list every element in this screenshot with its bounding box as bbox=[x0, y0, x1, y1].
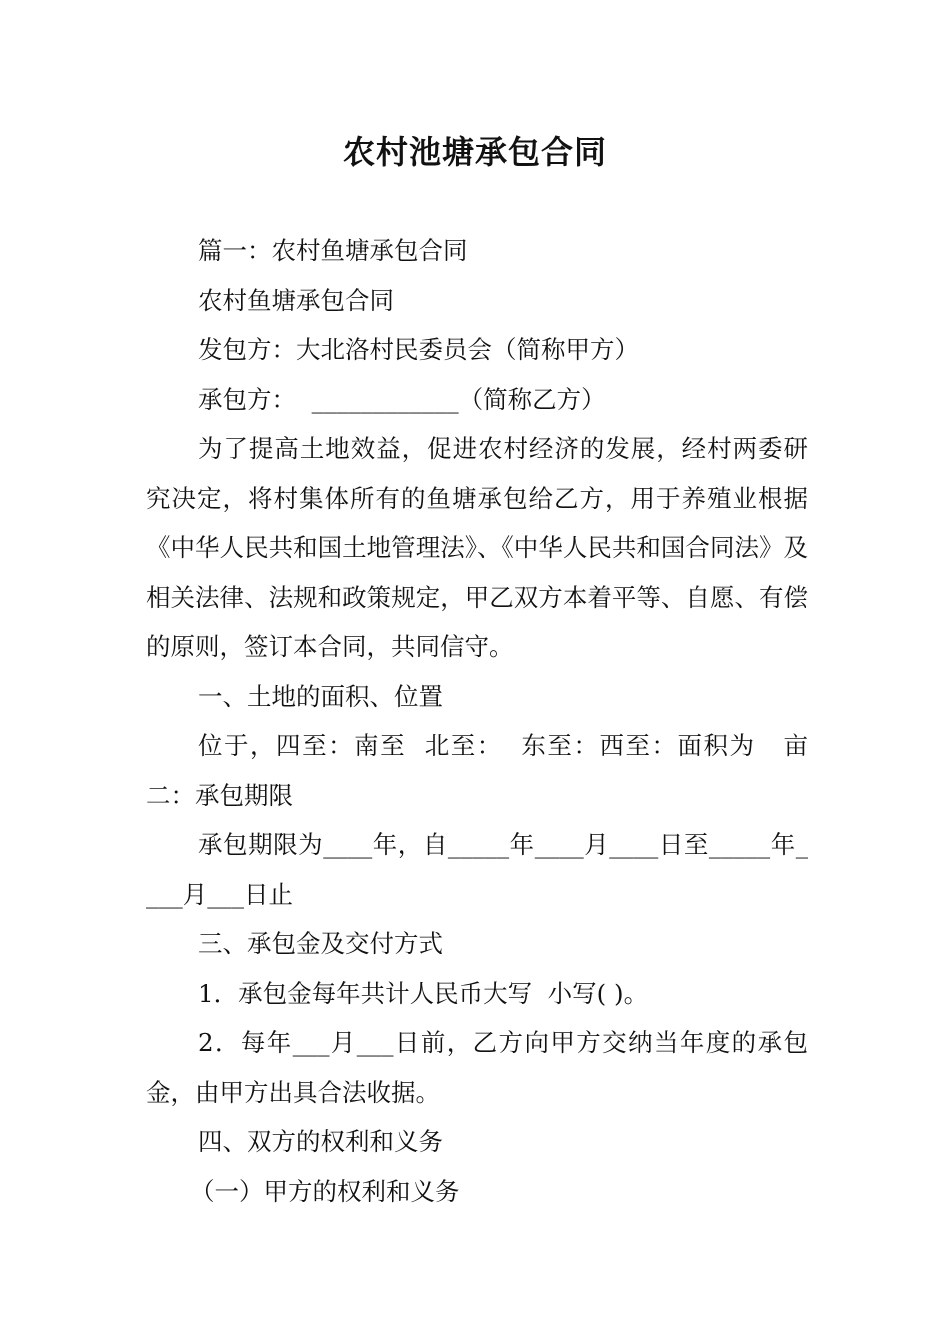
paragraph-clause-1-body: 位于，四至：南至 北至： 东至：西至：面积为 亩二：承包期限 bbox=[146, 731, 808, 810]
paragraph-clause-4-heading: 四、双方的权利和义务 bbox=[198, 1127, 443, 1156]
paragraph-term: 承包期限为____年，自_____年____月____日至_____年____月___日止 bbox=[146, 830, 808, 909]
paragraph-clause-4-sub-1: （一）甲方的权利和义务 bbox=[190, 1176, 460, 1206]
paragraph-clause-3-item-1: 1．承包金每年共计人民币大写 小写( )。 bbox=[198, 978, 649, 1008]
paragraph-contract-name: 农村鱼塘承包合同 bbox=[198, 285, 394, 315]
paragraph-party-a: 发包方：大北洛村民委员会（简称甲方） bbox=[198, 335, 639, 364]
paragraph-section-heading: 篇一：农村鱼塘承包合同 bbox=[198, 236, 468, 265]
paragraph-preamble: 为了提高土地效益，促进农村经济的发展，经村两委研究决定，将村集体所有的鱼塘承包给乙方，用于养殖业根据《中华人民共和国土地管理法》、《中华人民共和国合同法》及相关法律、法规和政策规定，甲乙双方本着平等、自愿、有偿的原则，签订本合同，共同信守。 bbox=[146, 434, 808, 661]
paragraph-clause-3-item-2: 2．每年___月___日前，乙方向甲方交纳当年度的承包金，由甲方出具合法收据。 bbox=[146, 1028, 808, 1107]
document-title: 农村池塘承包合同 bbox=[342, 133, 607, 171]
paragraph-clause-1-heading: 一、土地的面积、位置 bbox=[198, 681, 443, 711]
document-body bbox=[146, 226, 808, 1216]
paragraph-party-b: 承包方： ____________（简称乙方） bbox=[198, 384, 606, 414]
paragraph-clause-3-heading: 三、承包金及交付方式 bbox=[198, 929, 443, 958]
